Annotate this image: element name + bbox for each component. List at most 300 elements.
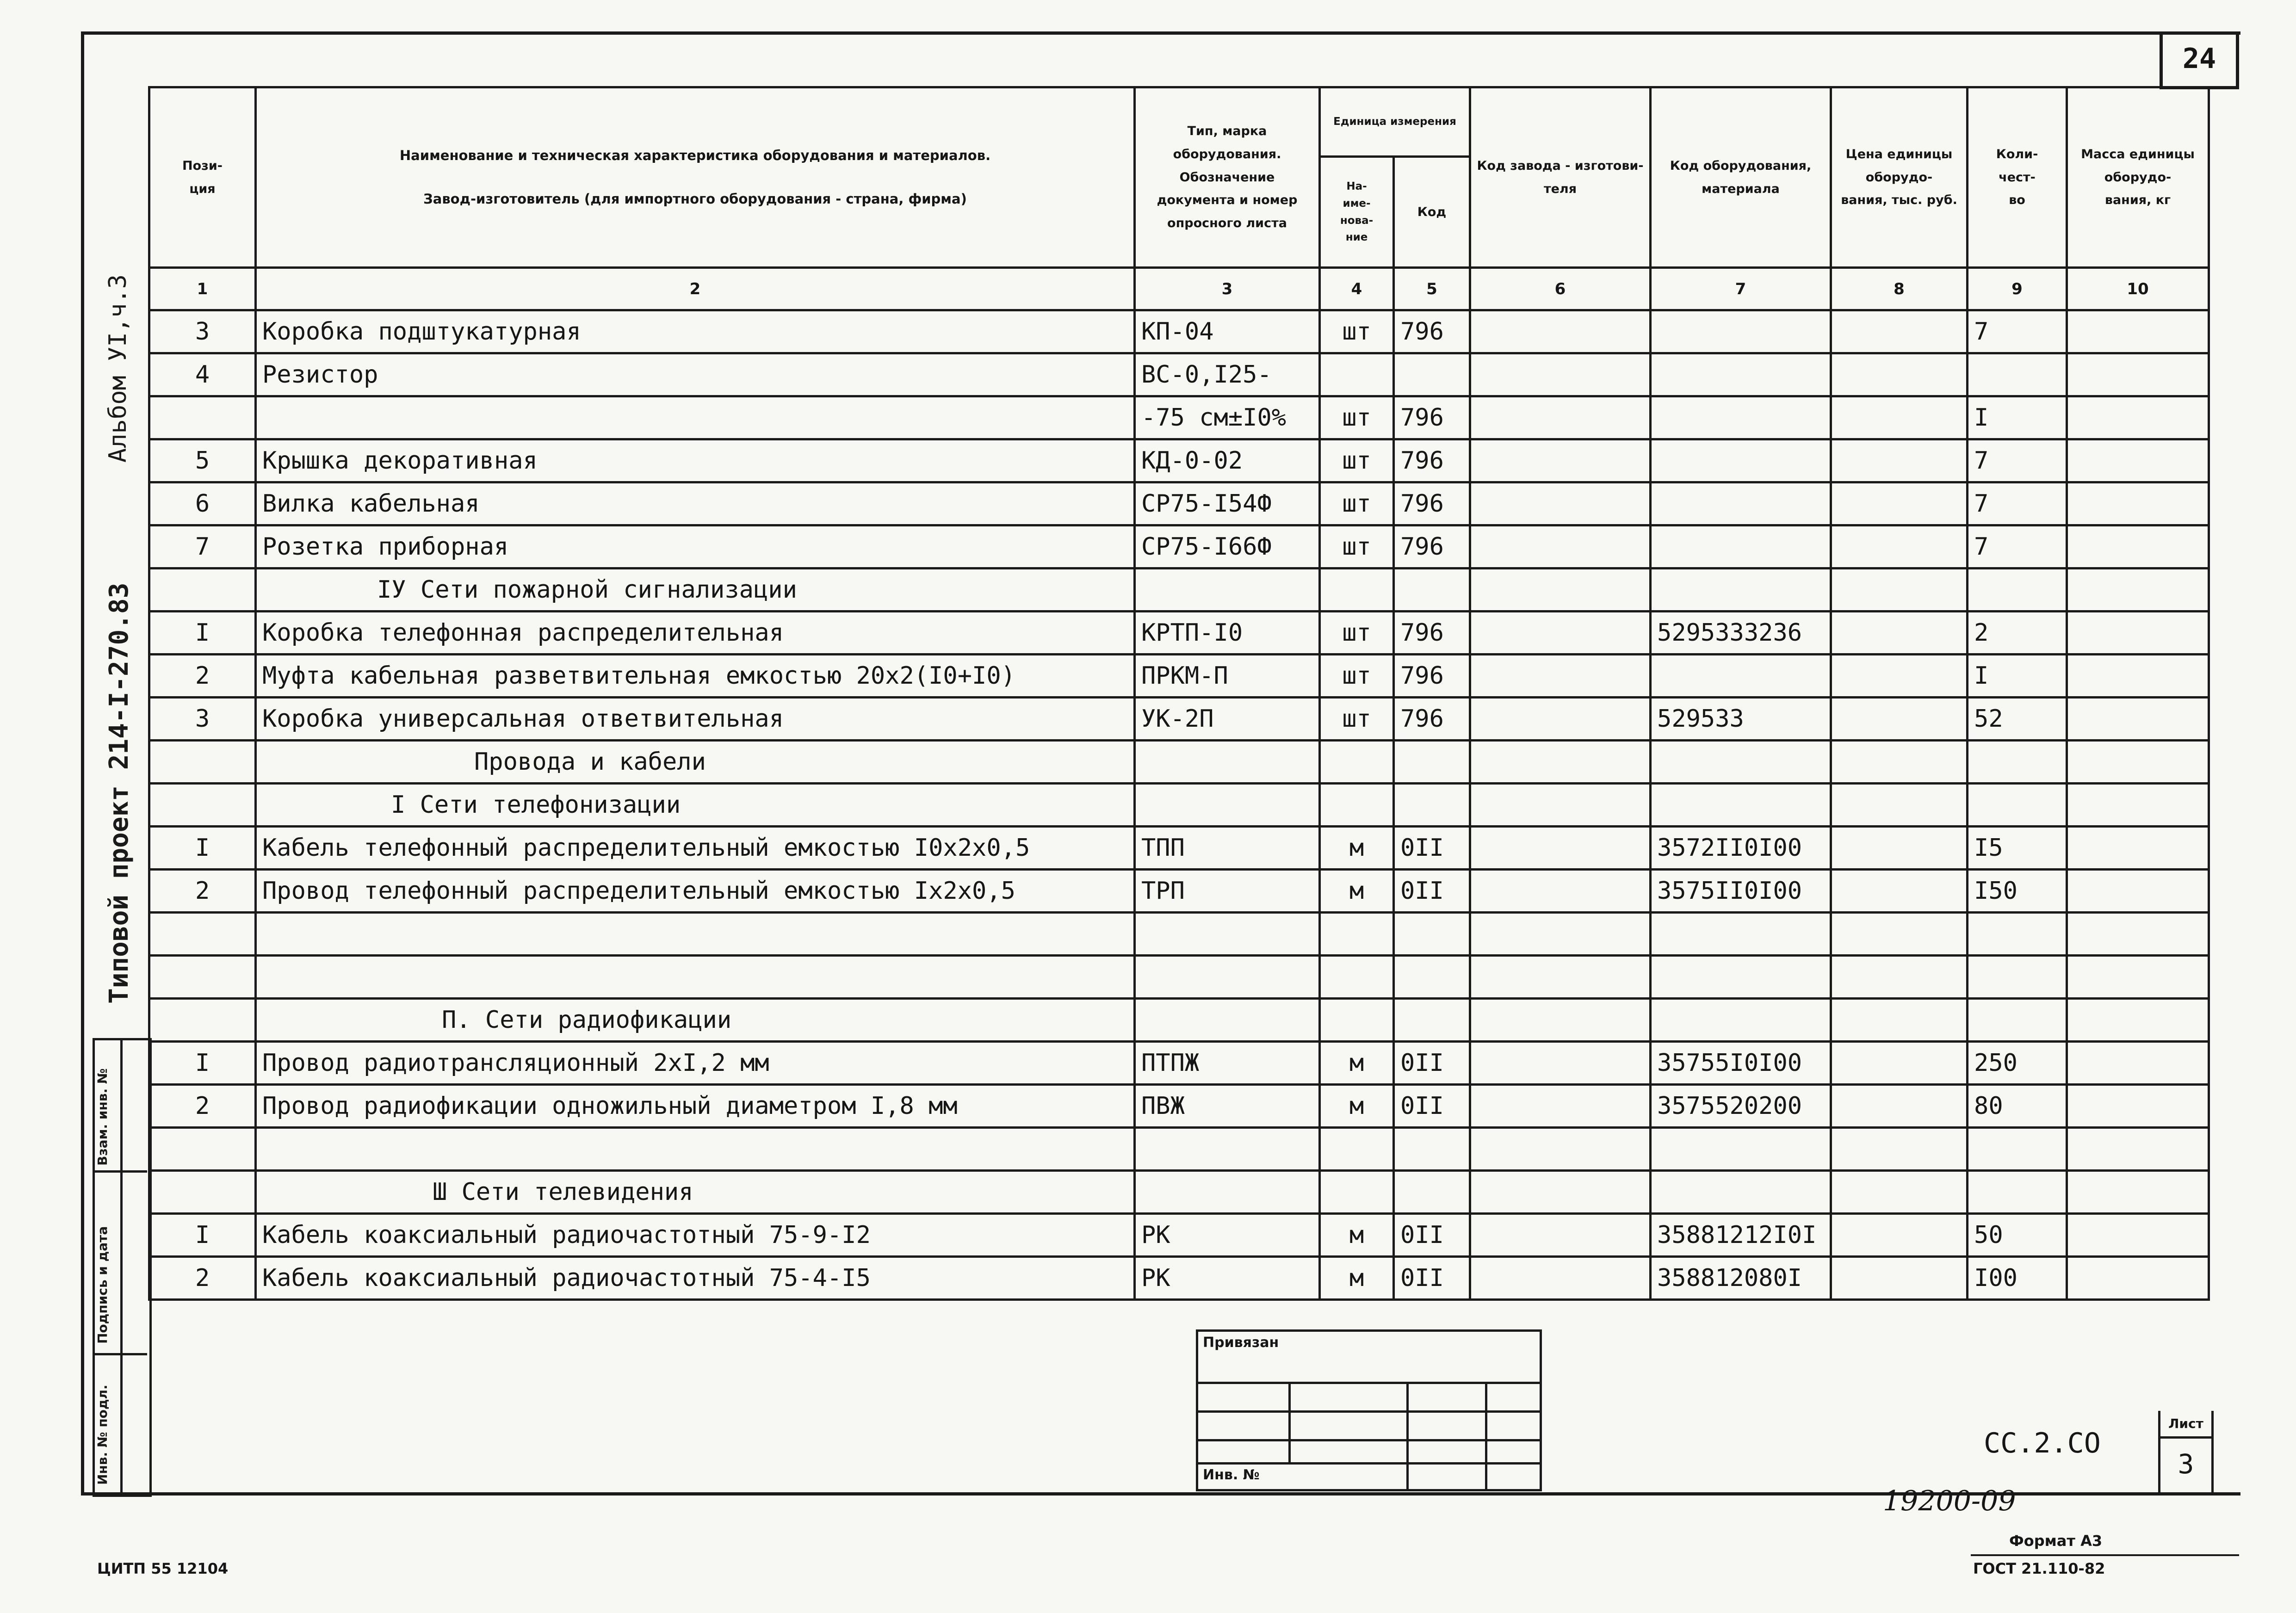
- cell-name: [256, 784, 1135, 827]
- cell-position: 2: [149, 870, 256, 913]
- side-stamp-line-2: [93, 1353, 147, 1355]
- cell-position: 3: [149, 310, 256, 353]
- column-number: 9: [1968, 268, 2067, 310]
- cell-type: [1135, 1171, 1320, 1214]
- cell-position: [149, 784, 256, 827]
- stamp-line: [1198, 1382, 1540, 1384]
- cell-factory-code: [1470, 1257, 1651, 1300]
- cell-position: 6: [149, 482, 256, 525]
- section-title: IУ Сети пожарной сигнализации: [377, 576, 797, 604]
- header-row-1: [149, 87, 2209, 157]
- cell-mass: [2067, 741, 2209, 784]
- table-row: [149, 525, 2209, 569]
- cell-type: РК: [1135, 1214, 1320, 1257]
- side-label-signature: Подпись и дата: [95, 1226, 110, 1344]
- stamp-line: [1288, 1382, 1291, 1462]
- cell-unit: м: [1320, 1042, 1394, 1085]
- cell-price: [1831, 741, 1968, 784]
- cell-name: Коробка телефонная распределительная: [256, 612, 1135, 655]
- cell-price: [1831, 396, 1968, 439]
- cell-price: [1831, 1214, 1968, 1257]
- cell-price: [1831, 439, 1968, 482]
- cell-name: [256, 999, 1135, 1042]
- cell-price: [1831, 1042, 1968, 1085]
- cell-position: [149, 569, 256, 612]
- cell-factory-code: [1470, 353, 1651, 396]
- cell-equipment-code: [1651, 353, 1831, 396]
- cell-unit-code: 0II: [1394, 827, 1470, 870]
- cell-quantity: [1968, 569, 2067, 612]
- cell-unit: [1320, 1128, 1394, 1171]
- cell-unit: шт: [1320, 655, 1394, 698]
- cell-position: 5: [149, 439, 256, 482]
- cell-name: Коробка подштукатурная: [256, 310, 1135, 353]
- cell-equipment-code: [1651, 310, 1831, 353]
- cell-unit: м: [1320, 1257, 1394, 1300]
- header-type: Тип, марка оборудования. Обозначение документа и номер опросного листа: [1135, 87, 1320, 268]
- cell-unit: шт: [1320, 612, 1394, 655]
- cell-name: Провод телефонный распределительный емкостью Iх2х0,5: [256, 870, 1135, 913]
- cell-type: ПВЖ: [1135, 1085, 1320, 1128]
- cell-unit-code: 796: [1394, 612, 1470, 655]
- cell-factory-code: [1470, 1128, 1651, 1171]
- cell-name: Кабель коаксиальный радиочастотный 75-4-I5: [256, 1257, 1135, 1300]
- cell-type: ВС-0,I25-: [1135, 353, 1320, 396]
- cell-equipment-code: [1651, 784, 1831, 827]
- cell-type: КД-0-02: [1135, 439, 1320, 482]
- cell-quantity: [1968, 784, 2067, 827]
- column-number: 3: [1135, 268, 1320, 310]
- cell-mass: [2067, 525, 2209, 569]
- cell-name: Провод радиотрансляционный 2хI,2 мм: [256, 1042, 1135, 1085]
- table-row: [149, 482, 2209, 525]
- column-number: 1: [149, 268, 256, 310]
- cell-mass: [2067, 569, 2209, 612]
- cell-equipment-code: 5295333236: [1651, 612, 1831, 655]
- section-title: Провода и кабели: [474, 748, 706, 776]
- cell-equipment-code: 3572II0I00: [1651, 827, 1831, 870]
- cell-factory-code: [1470, 956, 1651, 999]
- cell-name: Крышка декоративная: [256, 439, 1135, 482]
- cell-unit-code: [1394, 1171, 1470, 1214]
- cell-position: 4: [149, 353, 256, 396]
- table-row: [149, 698, 2209, 741]
- header-unit: Единица измерения: [1320, 87, 1470, 157]
- sheet-number-box: [2160, 31, 2239, 89]
- header-mass: Масса единицы оборудо- вания, кг: [2067, 87, 2209, 268]
- table-row: [149, 956, 2209, 999]
- cell-mass: [2067, 439, 2209, 482]
- cell-quantity: 7: [1968, 310, 2067, 353]
- table-row: [149, 310, 2209, 353]
- cell-unit-code: [1394, 913, 1470, 956]
- cell-mass: [2067, 999, 2209, 1042]
- cell-equipment-code: [1651, 913, 1831, 956]
- cell-mass: [2067, 698, 2209, 741]
- cell-type: [1135, 1128, 1320, 1171]
- cell-equipment-code: 3575520200: [1651, 1085, 1831, 1128]
- table-row: [149, 612, 2209, 655]
- cell-unit: м: [1320, 1085, 1394, 1128]
- cell-equipment-code: [1651, 525, 1831, 569]
- cell-type: СР75-I54Ф: [1135, 482, 1320, 525]
- cell-mass: [2067, 1042, 2209, 1085]
- side-label-replace: Взам. инв. №: [95, 1068, 110, 1166]
- cell-unit-code: 0II: [1394, 870, 1470, 913]
- cell-unit-code: 796: [1394, 396, 1470, 439]
- cell-type: ПРКМ-П: [1135, 655, 1320, 698]
- cell-factory-code: [1470, 999, 1651, 1042]
- table-row: [149, 999, 2209, 1042]
- cell-unit-code: 0II: [1394, 1214, 1470, 1257]
- format-label: Формат А3: [2009, 1532, 2103, 1550]
- cell-name: [256, 396, 1135, 439]
- cell-quantity: [1968, 1171, 2067, 1214]
- cell-unit: м: [1320, 870, 1394, 913]
- stamp-line: [1198, 1462, 1540, 1465]
- title-stamp: [1196, 1329, 1542, 1491]
- cell-name: Кабель телефонный распределительный емкостью I0х2х0,5: [256, 827, 1135, 870]
- cell-position: 2: [149, 1257, 256, 1300]
- column-number: 2: [256, 268, 1135, 310]
- cell-type: [1135, 784, 1320, 827]
- cell-type: УК-2П: [1135, 698, 1320, 741]
- cell-price: [1831, 482, 1968, 525]
- cell-name: Вилка кабельная: [256, 482, 1135, 525]
- cell-unit-code: 796: [1394, 655, 1470, 698]
- cell-position: I: [149, 1214, 256, 1257]
- cell-price: [1831, 612, 1968, 655]
- cell-quantity: 250: [1968, 1042, 2067, 1085]
- cell-type: [1135, 913, 1320, 956]
- cell-factory-code: [1470, 784, 1651, 827]
- side-stamp-line-1: [93, 1170, 147, 1173]
- cell-name: Резистор: [256, 353, 1135, 396]
- format-underline: [1971, 1554, 2239, 1556]
- stamp-line: [1485, 1382, 1487, 1489]
- cell-position: [149, 741, 256, 784]
- document-code: СС.2.СО: [1984, 1427, 2101, 1459]
- cell-price: [1831, 999, 1968, 1042]
- sheet-number: 24: [2182, 43, 2216, 75]
- cell-unit-code: 0II: [1394, 1257, 1470, 1300]
- cell-quantity: 52: [1968, 698, 2067, 741]
- stamp-line: [1198, 1410, 1540, 1413]
- cell-type: ПТПЖ: [1135, 1042, 1320, 1085]
- header-price: Цена единицы оборудо- вания, тыс. руб.: [1831, 87, 1968, 268]
- cell-position: [149, 956, 256, 999]
- table-row: [149, 439, 2209, 482]
- cell-equipment-code: [1651, 482, 1831, 525]
- cell-price: [1831, 655, 1968, 698]
- cell-price: [1831, 913, 1968, 956]
- cell-unit-code: [1394, 784, 1470, 827]
- cell-equipment-code: [1651, 655, 1831, 698]
- cell-price: [1831, 1085, 1968, 1128]
- header-position: Пози- ция: [149, 87, 256, 268]
- cell-position: 7: [149, 525, 256, 569]
- table-row: [149, 1171, 2209, 1214]
- cell-price: [1831, 784, 1968, 827]
- cell-position: I: [149, 1042, 256, 1085]
- cell-quantity: I00: [1968, 1257, 2067, 1300]
- cell-type: ТПП: [1135, 827, 1320, 870]
- table-row: [149, 1042, 2209, 1085]
- cell-price: [1831, 956, 1968, 999]
- cell-unit: [1320, 353, 1394, 396]
- cell-position: [149, 1128, 256, 1171]
- cell-factory-code: [1470, 396, 1651, 439]
- cell-mass: [2067, 612, 2209, 655]
- sheet-value: 3: [2178, 1448, 2194, 1480]
- cell-price: [1831, 1128, 1968, 1171]
- header-quantity: Коли- чест- во: [1968, 87, 2067, 268]
- cell-mass: [2067, 870, 2209, 913]
- cell-factory-code: [1470, 612, 1651, 655]
- footer-left: ЦИТП 55 12104: [97, 1560, 229, 1577]
- column-number: 7: [1651, 268, 1831, 310]
- cell-position: [149, 396, 256, 439]
- cell-position: I: [149, 612, 256, 655]
- cell-factory-code: [1470, 525, 1651, 569]
- cell-quantity: I: [1968, 655, 2067, 698]
- table-row: [149, 913, 2209, 956]
- cell-type: -75 см±I0%: [1135, 396, 1320, 439]
- cell-unit-code: 0II: [1394, 1085, 1470, 1128]
- cell-unit: [1320, 1171, 1394, 1214]
- frame-left-border: [81, 31, 84, 1496]
- cell-unit-code: [1394, 353, 1470, 396]
- cell-price: [1831, 870, 1968, 913]
- cell-equipment-code: [1651, 741, 1831, 784]
- cell-type: [1135, 741, 1320, 784]
- cell-unit: [1320, 741, 1394, 784]
- stamp-inventory-label: Инв. №: [1203, 1467, 1260, 1483]
- cell-name: [256, 1171, 1135, 1214]
- cell-unit: шт: [1320, 396, 1394, 439]
- column-number: 10: [2067, 268, 2209, 310]
- cell-factory-code: [1470, 655, 1651, 698]
- cell-quantity: I5: [1968, 827, 2067, 870]
- cell-unit: м: [1320, 1214, 1394, 1257]
- cell-unit: шт: [1320, 525, 1394, 569]
- frame-top-border: [81, 31, 2240, 35]
- cell-price: [1831, 827, 1968, 870]
- cell-name: Коробка универсальная ответвительная: [256, 698, 1135, 741]
- cell-quantity: [1968, 1128, 2067, 1171]
- cell-quantity: [1968, 913, 2067, 956]
- stamp-line: [1406, 1382, 1409, 1489]
- cell-type: КРТП-I0: [1135, 612, 1320, 655]
- table-row: [149, 1257, 2209, 1300]
- header-name-line2: Завод-изготовитель (для импортного оборудования - страна, фирма): [423, 191, 967, 207]
- cell-equipment-code: 529533: [1651, 698, 1831, 741]
- sheet-label: Лист: [2160, 1411, 2211, 1439]
- cell-equipment-code: 358812080I: [1651, 1257, 1831, 1300]
- table-row: [149, 655, 2209, 698]
- cell-equipment-code: 3575II0I00: [1651, 870, 1831, 913]
- cell-quantity: [1968, 741, 2067, 784]
- cell-price: [1831, 525, 1968, 569]
- cell-name: [256, 569, 1135, 612]
- cell-quantity: 80: [1968, 1085, 2067, 1128]
- column-number: 5: [1394, 268, 1470, 310]
- cell-price: [1831, 310, 1968, 353]
- cell-factory-code: [1470, 1042, 1651, 1085]
- cell-unit: м: [1320, 827, 1394, 870]
- cell-quantity: 50: [1968, 1214, 2067, 1257]
- project-label: Типовой проект 214-I-270.83: [104, 582, 134, 1004]
- specification-table: [148, 86, 2210, 1301]
- cell-position: 2: [149, 655, 256, 698]
- cell-factory-code: [1470, 827, 1651, 870]
- cell-type: [1135, 569, 1320, 612]
- cell-unit: [1320, 999, 1394, 1042]
- cell-position: 2: [149, 1085, 256, 1128]
- cell-name: Кабель коаксиальный радиочастотный 75-9-I2: [256, 1214, 1135, 1257]
- cell-unit: [1320, 569, 1394, 612]
- cell-mass: [2067, 1085, 2209, 1128]
- cell-unit-code: [1394, 1128, 1470, 1171]
- cell-quantity: 7: [1968, 525, 2067, 569]
- cell-unit-code: 796: [1394, 698, 1470, 741]
- cell-position: I: [149, 827, 256, 870]
- cell-mass: [2067, 396, 2209, 439]
- cell-type: СР75-I66Ф: [1135, 525, 1320, 569]
- cell-name: Муфта кабельная разветвительная емкостью 20х2(I0+I0): [256, 655, 1135, 698]
- cell-mass: [2067, 956, 2209, 999]
- header-factory-code: Код завода - изготови- теля: [1470, 87, 1651, 268]
- side-label-inventory: Инв. № подл.: [95, 1384, 110, 1485]
- cell-quantity: [1968, 956, 2067, 999]
- cell-unit-code: [1394, 956, 1470, 999]
- cell-quantity: I50: [1968, 870, 2067, 913]
- column-number: 8: [1831, 268, 1968, 310]
- table-row: [149, 569, 2209, 612]
- table-row: [149, 741, 2209, 784]
- cell-price: [1831, 1257, 1968, 1300]
- cell-mass: [2067, 353, 2209, 396]
- cell-price: [1831, 353, 1968, 396]
- album-label: Альбом УI,ч.3: [104, 274, 132, 463]
- cell-equipment-code: 35881212I0I: [1651, 1214, 1831, 1257]
- cell-unit: шт: [1320, 698, 1394, 741]
- cell-mass: [2067, 1214, 2209, 1257]
- cell-equipment-code: [1651, 439, 1831, 482]
- cell-price: [1831, 569, 1968, 612]
- section-title: I Сети телефонизации: [391, 791, 681, 819]
- cell-unit: [1320, 956, 1394, 999]
- table-row: [149, 353, 2209, 396]
- cell-type: [1135, 999, 1320, 1042]
- specification-body: [149, 310, 2209, 1300]
- cell-factory-code: [1470, 569, 1651, 612]
- cell-equipment-code: [1651, 396, 1831, 439]
- cell-type: [1135, 956, 1320, 999]
- cell-factory-code: [1470, 482, 1651, 525]
- cell-unit: шт: [1320, 310, 1394, 353]
- cell-unit-code: [1394, 999, 1470, 1042]
- cell-name: Провод радиофикации одножильный диаметром I,8 мм: [256, 1085, 1135, 1128]
- cell-unit-code: 796: [1394, 525, 1470, 569]
- table-row: [149, 1085, 2209, 1128]
- cell-price: [1831, 1171, 1968, 1214]
- cell-factory-code: [1470, 1085, 1651, 1128]
- handwritten-number: 19200-09: [1883, 1485, 2016, 1517]
- header-name: [256, 87, 1135, 268]
- cell-equipment-code: [1651, 999, 1831, 1042]
- column-number-row: [149, 268, 2209, 310]
- cell-unit-code: [1394, 741, 1470, 784]
- cell-name: [256, 913, 1135, 956]
- header-unit-code: Код: [1394, 157, 1470, 268]
- header-name-line1: Наименование и техническая характеристика оборудования и материалов.: [399, 147, 991, 163]
- cell-equipment-code: [1651, 956, 1831, 999]
- cell-factory-code: [1470, 439, 1651, 482]
- cell-name: Розетка приборная: [256, 525, 1135, 569]
- header-equipment-code: Код оборудования, материала: [1651, 87, 1831, 268]
- cell-mass: [2067, 1128, 2209, 1171]
- cell-position: [149, 999, 256, 1042]
- side-stamp-divider: [120, 1038, 123, 1492]
- cell-quantity: [1968, 353, 2067, 396]
- section-title: П. Сети радиофикации: [442, 1006, 732, 1034]
- cell-position: 3: [149, 698, 256, 741]
- cell-name: [256, 741, 1135, 784]
- cell-factory-code: [1470, 870, 1651, 913]
- cell-equipment-code: [1651, 569, 1831, 612]
- column-number: 6: [1470, 268, 1651, 310]
- cell-mass: [2067, 310, 2209, 353]
- cell-type: КП-04: [1135, 310, 1320, 353]
- table-row: [149, 1214, 2209, 1257]
- cell-factory-code: [1470, 1214, 1651, 1257]
- cell-unit-code: 796: [1394, 310, 1470, 353]
- cell-unit-code: [1394, 569, 1470, 612]
- cell-unit-code: 796: [1394, 439, 1470, 482]
- cell-mass: [2067, 655, 2209, 698]
- cell-name: [256, 1128, 1135, 1171]
- cell-quantity: 7: [1968, 482, 2067, 525]
- cell-equipment-code: [1651, 1171, 1831, 1214]
- cell-quantity: 2: [1968, 612, 2067, 655]
- cell-mass: [2067, 1257, 2209, 1300]
- cell-factory-code: [1470, 741, 1651, 784]
- cell-factory-code: [1470, 310, 1651, 353]
- cell-quantity: I: [1968, 396, 2067, 439]
- footer-right: ГОСТ 21.110-82: [1973, 1560, 2105, 1577]
- cell-factory-code: [1470, 1171, 1651, 1214]
- cell-price: [1831, 698, 1968, 741]
- cell-position: [149, 913, 256, 956]
- cell-equipment-code: [1651, 1128, 1831, 1171]
- cell-type: РК: [1135, 1257, 1320, 1300]
- cell-quantity: [1968, 999, 2067, 1042]
- cell-mass: [2067, 827, 2209, 870]
- cell-unit: шт: [1320, 482, 1394, 525]
- column-number: 4: [1320, 268, 1394, 310]
- table-row: [149, 1128, 2209, 1171]
- table-row: [149, 396, 2209, 439]
- stamp-attached-label: Привязан: [1203, 1335, 1279, 1351]
- table-row: [149, 870, 2209, 913]
- table-row: [149, 784, 2209, 827]
- cell-quantity: 7: [1968, 439, 2067, 482]
- cell-mass: [2067, 913, 2209, 956]
- cell-unit: [1320, 913, 1394, 956]
- cell-unit-code: 0II: [1394, 1042, 1470, 1085]
- sheet-box: [2158, 1411, 2214, 1492]
